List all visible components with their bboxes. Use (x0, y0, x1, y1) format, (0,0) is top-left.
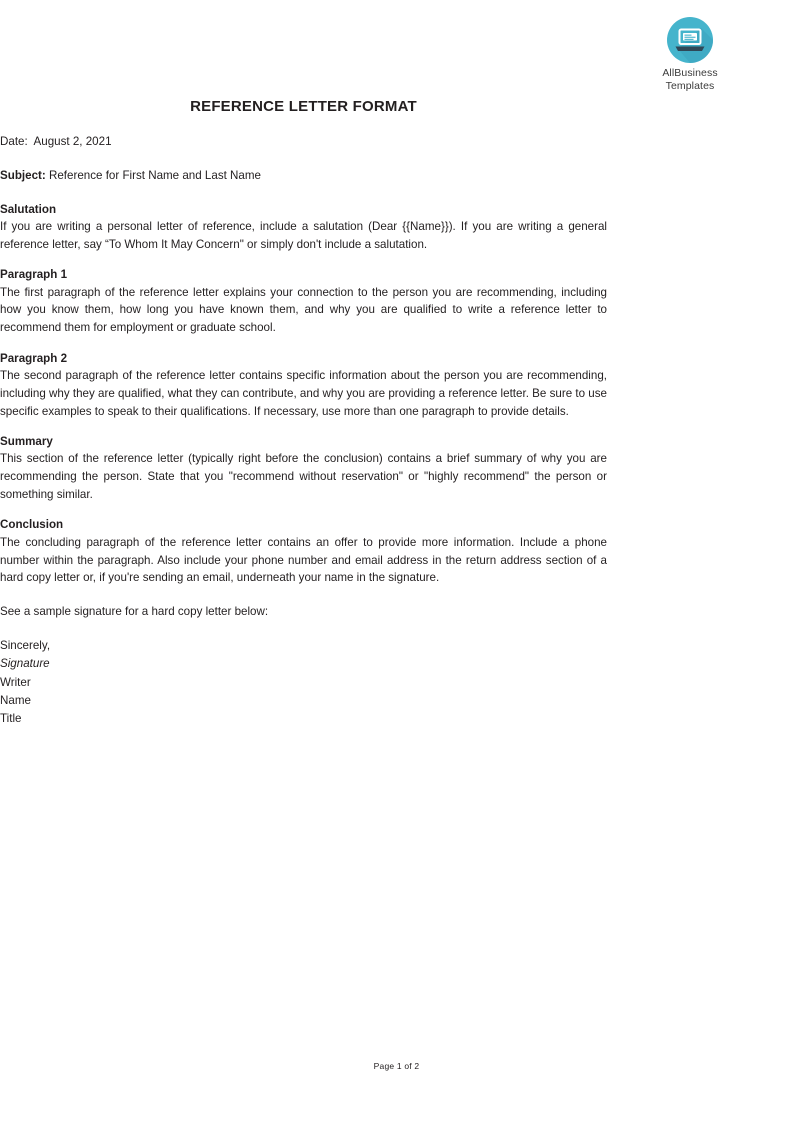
signature-title: Title (0, 712, 22, 726)
section-heading-conclusion: Conclusion (0, 518, 64, 532)
subject-label: Subject: (0, 168, 46, 182)
page-title: REFERENCE LETTER FORMAT (190, 98, 417, 115)
page-footer: Page 1 of 2 (373, 1061, 420, 1071)
signature-placeholder: Signature (0, 657, 50, 671)
signature-block (0, 637, 607, 728)
section-body-summary: This section of the reference letter (typically right before the conclusion) contains a brief summary of why you are recommending the person. State that you "recommend without reservation" or "highly recommend" the person or something similar. (0, 452, 607, 502)
signature-closing: Sincerely, (0, 639, 51, 653)
section-heading-salutation: Salutation (0, 202, 57, 216)
section-heading-paragraph-2: Paragraph 2 (0, 351, 68, 365)
section-body-salutation: If you are writing a personal letter of reference, include a salutation (Dear {{Name}}). If you are writing a general reference letter, say “To Whom It May Concern" or simply don't include a salutation. (0, 220, 607, 251)
allbusiness-templates-logo (635, 16, 745, 92)
sample-signature-intro: See a sample signature for a hard copy letter below: (0, 605, 269, 619)
subject-value: Reference for First Name and Last Name (48, 168, 261, 182)
laptop-icon (666, 16, 714, 64)
signature-writer: Writer (0, 675, 31, 689)
section-body-paragraph-1: The first paragraph of the reference letter explains your connection to the person you are recommending, including how you know them, how long you have known them, and why you are qualified to write a reference letter to recommend them for employment or graduate school. (0, 285, 607, 335)
document-body (0, 133, 607, 729)
date-line (0, 133, 607, 151)
section-heading-paragraph-1: Paragraph 1 (0, 268, 68, 282)
section-body-paragraph-2: The second paragraph of the reference letter contains specific information about the person you are recommending, including why they are qualified, what they can contribute, and why you are providing a reference letter. Be sure to use specific examples to speak to their qualifications. If necessary, use more than one paragraph to provide details. (0, 369, 607, 418)
signature-name: Name (0, 693, 31, 707)
logo-text-line2: Templates (665, 79, 715, 92)
logo-text-line1: AllBusiness (662, 67, 718, 79)
subject-line (0, 167, 607, 185)
section-body-conclusion: The concluding paragraph of the reference letter contains an offer to provide more information. Include a phone number within the paragraph. Also include your phone number and email address in the return address section of a hard copy letter or, if you're sending an email, underneath your name in the signature. (0, 535, 607, 585)
section-heading-summary: Summary (0, 434, 53, 448)
date-label: Date: (0, 135, 28, 148)
date-value: August 2, 2021 (33, 135, 112, 148)
